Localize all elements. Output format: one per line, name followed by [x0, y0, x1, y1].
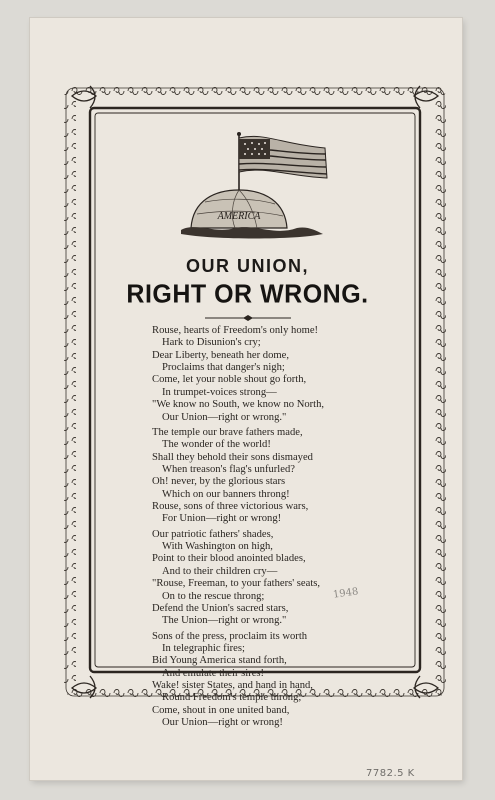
poem-line: With Washington on high,	[162, 541, 273, 553]
globe-icon	[191, 190, 287, 228]
call-number: 7782.5 K	[366, 768, 415, 779]
poem-line: "Rouse, Freeman, to your fathers' seats,	[152, 578, 321, 590]
poem-line: Which on our banners throng!	[162, 488, 290, 500]
poem-line: In telegraphic fires;	[162, 642, 245, 654]
poem-line: Rouse, hearts of Freedom's only home!	[152, 325, 319, 336]
poem-line: When treason's flag's unfurled?	[162, 463, 295, 475]
poem-line: Our Union—right or wrong!	[162, 717, 283, 729]
poem-line: And to their children cry—	[162, 565, 278, 577]
poem-line: Come, shout in one united band,	[152, 704, 290, 716]
flag-globe-vignette	[175, 130, 335, 245]
poem-line: Oh! never, by the glorious stars	[152, 476, 286, 488]
poem-line: The Union—right or wrong."	[162, 615, 287, 627]
poem-line: In trumpet-voices strong—	[162, 386, 277, 398]
poem-line: Come, let your noble shout go forth,	[152, 374, 307, 386]
poem-line: On to the rescue throng;	[162, 590, 265, 602]
poem-line: Shall they behold their sons dismayed	[152, 451, 313, 463]
title-rule	[205, 315, 291, 321]
title-line-2: RIGHT OR WRONG.	[126, 279, 369, 309]
stanza	[152, 325, 402, 424]
poem-line: "We know no South, we know no North,	[152, 399, 325, 411]
pencil-note: 1948	[332, 586, 360, 601]
poem-text	[152, 322, 402, 730]
poem-line: Our Union—right or wrong."	[162, 411, 287, 423]
poem-line: Bid Young America stand forth,	[152, 655, 287, 667]
poem-line: Rouse, sons of three victorious wars,	[152, 501, 309, 513]
poem-line: Wake! sister States, and hand in hand,	[152, 680, 313, 692]
poem-line: Dear Liberty, beneath her dome,	[152, 349, 289, 361]
poem-line: Defend the Union's sacred stars,	[152, 602, 289, 614]
globe-label: AMERICA	[217, 211, 261, 222]
poem-line: Round Freedom's temple throng;	[162, 692, 302, 704]
poem-line: Our patriotic fathers' shades,	[152, 528, 274, 540]
stanza	[152, 427, 402, 526]
poem-line: Point to their blood anointed blades,	[152, 553, 306, 565]
poem-line: And emulate their sires!	[162, 667, 265, 679]
stanza	[152, 631, 402, 730]
poem-line: The wonder of the world!	[162, 439, 271, 451]
poem-line: Proclaims that danger's nigh;	[162, 362, 285, 374]
poem-line: The temple our brave fathers made,	[152, 426, 303, 438]
poem-line: Sons of the press, proclaim its worth	[152, 630, 308, 642]
stanza	[152, 529, 402, 628]
poem-line: For Union—right or wrong!	[162, 513, 282, 525]
title-line-1: OUR UNION,	[186, 256, 309, 276]
poem-line: Hark to Disunion's cry;	[162, 337, 261, 349]
